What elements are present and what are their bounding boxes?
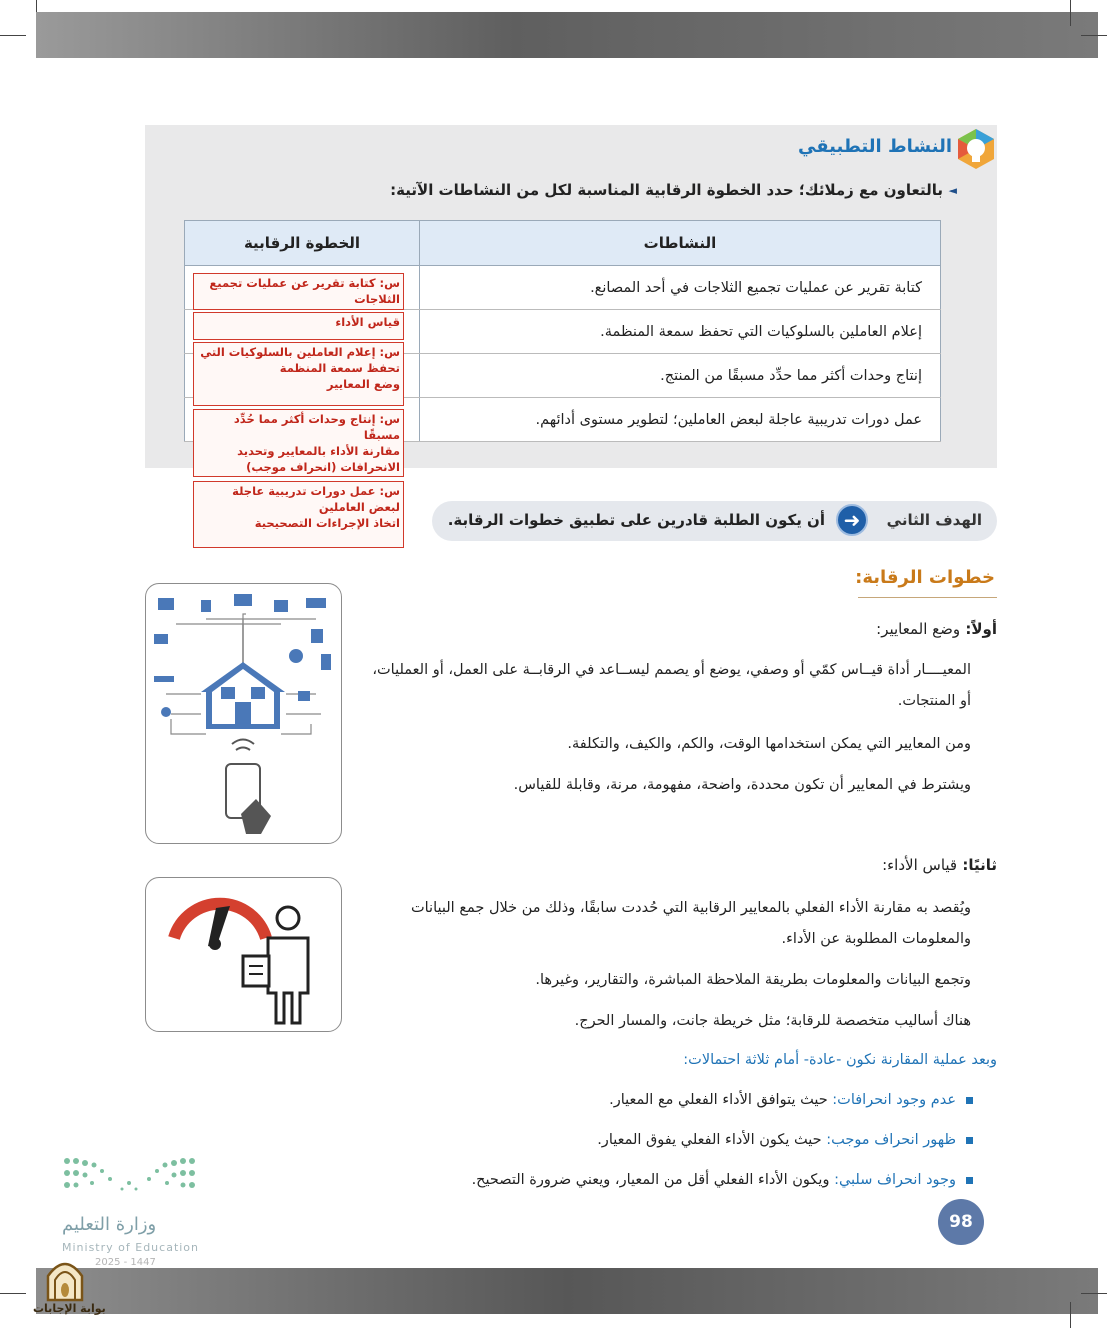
gauge-person-icon [146,878,340,1030]
answer-question: س: كتابة تقرير عن عمليات تجميع الثلاجات [209,276,400,306]
watermark-text: بوابة الإجابات [33,1302,106,1315]
ministry-name-en: Ministry of Education [62,1241,200,1254]
crop-mark [0,35,26,36]
answer-text: اتخاذ الإجراءات التصحيحية [254,516,400,530]
ministry-logo-dots-icon [62,1153,197,1199]
ministry-name-ar: وزارة التعليم [62,1214,157,1235]
lightbulb-hexagon-icon [955,127,997,171]
section-title: خطوات الرقابة: [855,567,995,588]
answer-question: س: عمل دورات تدريبية عاجلة لبعض العاملين [232,484,400,514]
subheading-second [882,856,997,874]
crop-mark [36,0,37,12]
bullet-text: حيث يتوافق الأداء الفعلي مع المعيار. [609,1092,833,1108]
bullet-text: ويكون الأداء الفعلي أقل من المعيار، ويعني ضرورة التصحيح. [471,1172,835,1188]
section-underline [858,597,997,598]
page-number: 98 [938,1199,984,1245]
bullet-term: وجود انحراف سلبي: [834,1172,956,1188]
activity-cell: إنتاج وحدات أكثر مما حدِّد مسبقًا من المنتج. [420,354,941,398]
bullet-item [472,1172,973,1188]
paragraph: المعيــــار أداة قيــاس كمّي أو وصفي، يوضع أو يصمم ليســاعد في الرقابــة على العمل، أو العمليات، أو المنتجات. [372,662,971,709]
crop-mark [1081,35,1107,36]
bullet-square-icon [966,1097,973,1104]
answer-note [193,312,404,340]
bullet-term: عدم وجود انحرافات: [832,1092,956,1108]
bullet-square-icon [966,1177,973,1184]
answer-note [193,481,404,548]
answer-note [193,409,404,477]
crop-mark [1070,0,1071,26]
subheading-text: قياس الأداء: [882,856,958,874]
smart-home-network-icon [146,584,340,842]
crop-mark [1081,1293,1107,1294]
paragraph: ويشترط في المعايير أن تكون محددة، واضحة، مفهومة، مرنة، وقابلة للقياس. [513,777,971,793]
activity-cell: كتابة تقرير عن عمليات تجميع الثلاجات في أحد المصانع. [420,266,941,310]
subheading-number: أولاً: [965,620,997,638]
paragraph: ومن المعايير التي يمكن استخدامها الوقت، والكم، والكيف، والتكلفة. [567,736,971,752]
answer-question: س: إعلام العاملين بالسلوكيات التي تحفظ سمعة المنظمة [200,345,400,375]
goal-text: أن يكون الطلبة قادرين على تطبيق خطوات الرقابة. [447,511,825,529]
mosque-arch-logo-icon [44,1256,86,1302]
performance-gauge-illustration [145,877,342,1032]
ministry-year: 2025 - 1447 [95,1257,156,1268]
crop-mark [0,1293,26,1294]
answer-text: وضع المعايير [326,377,400,391]
bottom-banner [36,1268,1098,1314]
answer-text: قياس الأداء [335,315,400,329]
header-control-step: الخطوة الرقابية [185,221,420,266]
activity-instruction: بالتعاون مع زملائك؛ حدد الخطوة الرقابية المناسبة لكل من النشاطات الآتية: [390,181,943,199]
answer-text: مقارنة الأداء بالمعايير وتحديد الانحرافات (انحراف موجب) [237,444,400,474]
activity-cell: إعلام العاملين بالسلوكيات التي تحفظ سمعة المنظمة. [420,310,941,354]
paragraph-possibilities: وبعد عملية المقارنة نكون -عادة- أمام ثلاثة احتمالات: [683,1052,997,1068]
smart-home-illustration [145,583,342,844]
instruction-arrow-icon: ◄ [948,184,957,197]
bullet-text: حيث يكون الأداء الفعلي يفوق المعيار. [597,1132,827,1148]
answer-note [193,342,404,406]
subheading-number: ثانيًا: [962,856,997,874]
bullet-term: ظهور انحراف موجب: [826,1132,956,1148]
activity-title: النشاط التطبيقي [798,136,952,157]
top-banner [36,12,1098,58]
bullet-item [609,1092,973,1108]
activity-cell: عمل دورات تدريبية عاجلة لبعض العاملين؛ لتطوير مستوى أدائهم. [420,398,941,442]
paragraph: هناك أساليب متخصصة للرقابة؛ مثل خريطة جانت، والمسار الحرج. [574,1013,971,1029]
subheading-text: وضع المعايير: [876,620,961,638]
header-activities: النشاطات [420,221,941,266]
crop-mark [1070,1302,1071,1328]
answer-question: س: إنتاج وحدات أكثر مما حُدِّد مسبقًا [233,412,400,442]
bullet-square-icon [966,1137,973,1144]
subheading-first [876,620,997,638]
goal-label: الهدف الثاني [886,511,982,529]
paragraph: ويُقصد به مقارنة الأداء الفعلي بالمعايير الرقابية التي حُددت سابقًا، وذلك من خلال جمع البيانات والمعلومات المطلوبة عن الأداء. [410,900,971,947]
arrow-left-circle-icon: ➜ [836,504,868,536]
bullet-item [597,1132,973,1148]
paragraph: وتجمع البيانات والمعلومات بطريقة الملاحظة المباشرة، والتقارير، وغيرها. [535,972,971,988]
answer-note [193,273,404,310]
